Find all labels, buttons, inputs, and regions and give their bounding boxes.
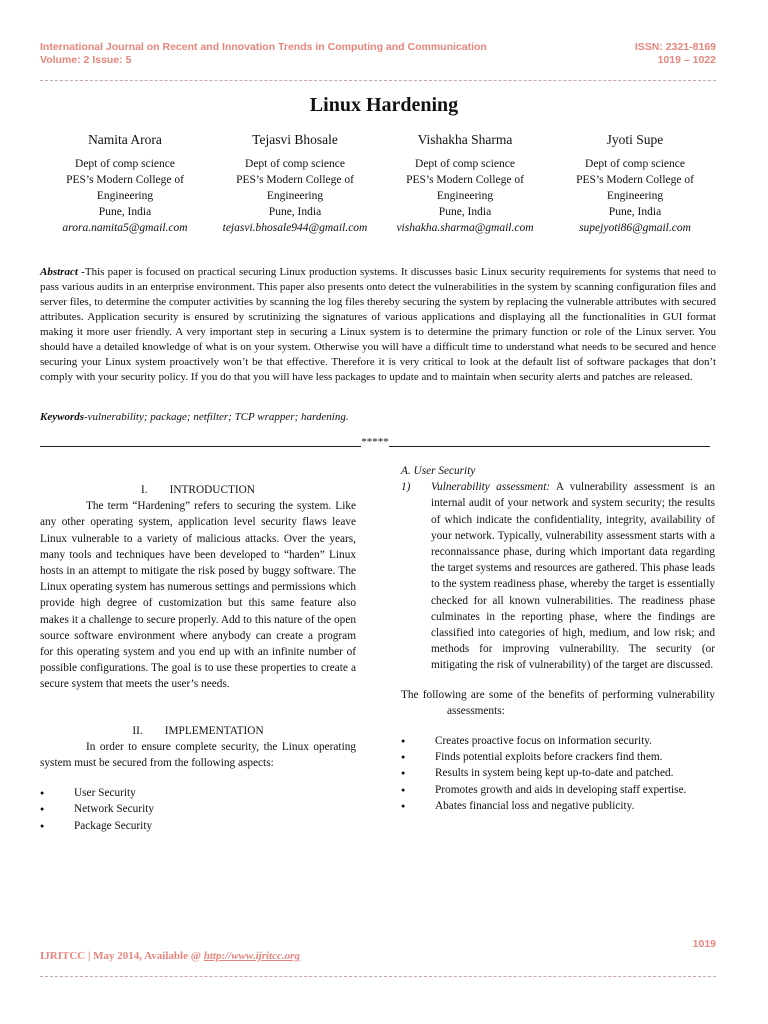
page-number: 1019 bbox=[692, 938, 716, 950]
abstract bbox=[40, 265, 716, 385]
author-college-line2: Engineering bbox=[266, 190, 324, 202]
security-aspects-list bbox=[40, 785, 356, 834]
list-item: ● Abates financial loss and negative publicity. bbox=[401, 798, 715, 814]
item-label: Vulnerability assessment: bbox=[431, 481, 551, 494]
item-number: 1) bbox=[401, 481, 411, 494]
list-item: ● Network Security bbox=[40, 801, 356, 817]
keywords bbox=[40, 411, 349, 423]
implementation-paragraph: In order to ensure complete security, the Linux operating system must be secured from the following aspects: bbox=[40, 740, 356, 770]
list-item: ● User Security bbox=[40, 785, 356, 801]
list-item: ● Promotes growth and aids in developing staff expertise. bbox=[401, 782, 715, 798]
separator-stars: ***** bbox=[361, 436, 389, 448]
separator-line-left bbox=[40, 446, 361, 447]
author-dept: Dept of comp science bbox=[585, 158, 685, 170]
section-heading-introduction bbox=[40, 482, 356, 498]
left-column bbox=[40, 482, 356, 834]
author-city: Pune, India bbox=[608, 206, 662, 218]
author-college: PES’s Modern College of bbox=[66, 174, 184, 186]
author-college-line2: Engineering bbox=[606, 190, 664, 202]
separator-line-right bbox=[389, 446, 710, 447]
author-list bbox=[40, 132, 720, 236]
author-dept: Dept of comp science bbox=[75, 158, 175, 170]
author-block bbox=[550, 132, 720, 236]
journal-volume: Volume: 2 Issue: 5 bbox=[40, 54, 132, 66]
footer-divider bbox=[40, 976, 716, 977]
introduction-paragraph: The term “Hardening” refers to securing the system. Like any other operating system, application level security flaws leave Linux vulnerable to a variety of malicious attacks. Over the years, many tools and techniques have been developed to “harden” Linux hosts in an attempt to mitigate the risk posed by buggy software. The Linux operating system has numerous settings and permissions which provide high degree of customization but this same feature also makes it a challenge to secure properly. Add to this nature of the open source software environment where anybody can create a program for this operating system and you end up with an infinite number of possible configurations. The goal is to use these properties to create a secure system that meets the user’s needs. bbox=[40, 500, 356, 691]
section-number: II. bbox=[132, 724, 143, 737]
author-block bbox=[40, 132, 210, 236]
author-college-line2: Engineering bbox=[436, 190, 494, 202]
benefits-intro: The following are some of the benefits of performing vulnerability assessments: bbox=[401, 688, 715, 717]
paper-title: Linux Hardening bbox=[309, 94, 459, 116]
list-item: ● Creates proactive focus on information security. bbox=[401, 733, 715, 749]
author-name: Tejasvi Bhosale bbox=[252, 132, 338, 147]
list-item: ● Results in system being kept up-to-date and patched. bbox=[401, 765, 715, 781]
page-range: 1019 – 1022 bbox=[657, 54, 716, 66]
journal-name: International Journal on Recent and Innovation Trends in Computing and Communication bbox=[40, 41, 487, 53]
author-city: Pune, India bbox=[268, 206, 322, 218]
author-dept: Dept of comp science bbox=[245, 158, 345, 170]
section-separator bbox=[40, 436, 710, 448]
footer-text: IJRITCC | May 2014, Available @ bbox=[40, 950, 204, 962]
section-number: I. bbox=[141, 484, 148, 496]
author-name: Vishakha Sharma bbox=[417, 132, 513, 147]
author-email[interactable]: vishakha.sharma@gmail.com bbox=[396, 222, 534, 234]
keywords-text: -vulnerability; package; netfilter; TCP wrapper; hardening. bbox=[84, 411, 349, 423]
author-name: Namita Arora bbox=[88, 132, 162, 147]
author-dept: Dept of comp science bbox=[415, 158, 515, 170]
footer-citation bbox=[40, 950, 300, 962]
right-column bbox=[401, 463, 715, 814]
author-city: Pune, India bbox=[438, 206, 492, 218]
list-item: ● Finds potential exploits before crackers find them. bbox=[401, 749, 715, 765]
author-block bbox=[380, 132, 550, 236]
author-college: PES’s Modern College of bbox=[236, 174, 354, 186]
journal-header bbox=[40, 41, 487, 67]
section-title: INTRODUCTION bbox=[169, 484, 255, 496]
list-item: ● Package Security bbox=[40, 818, 356, 834]
subsection-heading: A. User Security bbox=[401, 465, 476, 477]
section-title: IMPLEMENTATION bbox=[164, 724, 264, 737]
abstract-label: Abstract - bbox=[40, 266, 85, 278]
header-divider bbox=[40, 80, 716, 81]
section-heading-implementation bbox=[40, 723, 356, 739]
abstract-text: This paper is focused on practical securing Linux production systems. It discusses basic Linux security requirements for systems that need to pass various audits in an enterprise environment. This paper also presents onto detect the vulnerabilities in the system by scanning configuration files and server files, to determine the computer activities by scanning the log files thereby securing the system by replacing the vulnerable attributes with secured attributes. Application security is ensured by scrutinizing the signatures of various applications and displaying all the functionalities in GUI format making it more user friendly. A very important step in securing a Linux system is to determine the primary function or role of the Linux server. You should have a detailed knowledge of what is on your system. Otherwise you will have a difficult time to understand what needs to be secured and hence securing your Linux system proactively won’t be that effective. Therefore it is very critical to look at the default list of software packages that don’t comply with your security policy. If you do that you will have less packages to update and to maintain when security alerts and patches are released. bbox=[40, 266, 716, 383]
issn: ISSN: 2321-8169 bbox=[634, 41, 716, 53]
item-body bbox=[431, 479, 715, 673]
issn-header bbox=[635, 41, 716, 67]
author-name: Jyoti Supe bbox=[606, 132, 664, 147]
author-city: Pune, India bbox=[98, 206, 152, 218]
author-college-line2: Engineering bbox=[96, 190, 154, 202]
author-college: PES’s Modern College of bbox=[406, 174, 524, 186]
journal-link[interactable]: http://www.ijritcc.org bbox=[203, 950, 300, 962]
author-email[interactable]: supejyoti86@gmail.com bbox=[579, 222, 691, 234]
item-text: A vulnerability assessment is an internal audit of your network and system security; the results of which indicate the confidentiality, integrity, availability of your network. Typically, vulnerability assessment starts with a reconnaissance phase, during which important data regarding the target systems and resources are gathered. This phase leads to the system readiness phase, whereby the target is essentially checked for all known vulnerabilities. The readiness phase culminates in the reporting phase, where the findings are classified into categories of high, medium, and low risk; and methods for improving vulnerability. The security (or mitigating the risk of vulnerability) of the target are discussed. bbox=[431, 481, 715, 672]
author-college: PES’s Modern College of bbox=[576, 174, 694, 186]
keywords-label: Keywords bbox=[40, 411, 84, 423]
benefits-list bbox=[401, 733, 715, 814]
author-email[interactable]: tejasvi.bhosale944@gmail.com bbox=[222, 222, 368, 234]
enumerated-item bbox=[401, 479, 715, 673]
author-block bbox=[210, 132, 380, 236]
author-email[interactable]: arora.namita5@gmail.com bbox=[62, 222, 188, 234]
